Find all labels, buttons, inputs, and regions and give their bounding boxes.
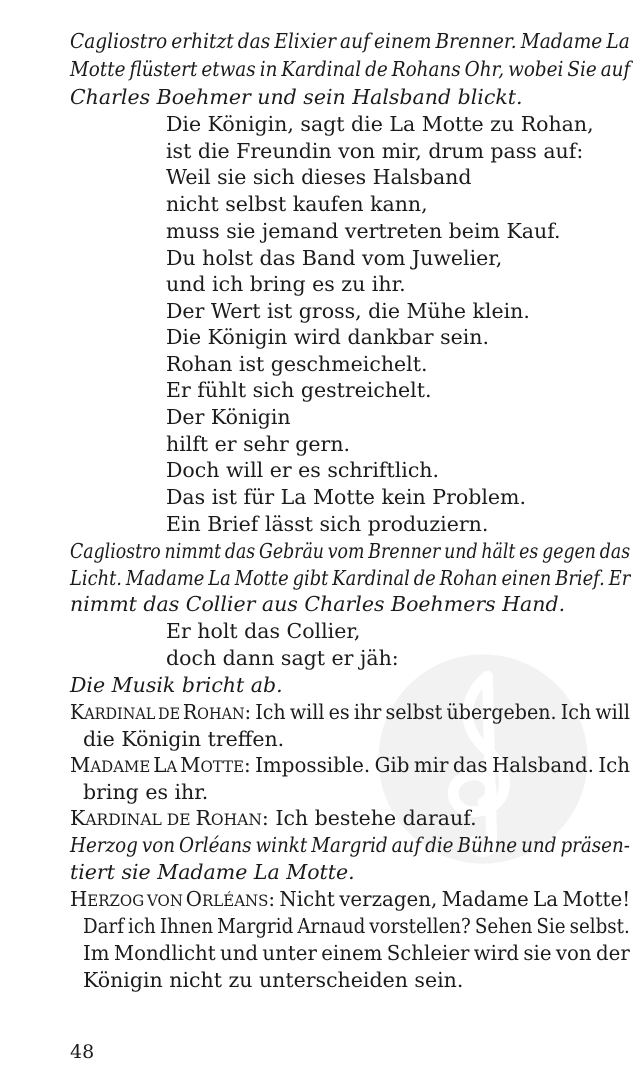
- line-text: ist die Freundin von mir, drum pass auf:: [166, 139, 584, 163]
- lyric-line: [166, 351, 427, 377]
- stage-direction-line: [70, 832, 630, 858]
- stage-direction-line: [70, 538, 630, 564]
- line-text: : Impossible. Gib mir das Halsband. Ich: [244, 753, 631, 777]
- line-text: Charles Boehmer und sein Halsband blickt.: [70, 85, 523, 109]
- line-text: nimmt das Collier aus Charles Boehmers Hand.: [70, 592, 566, 616]
- lyric-line: [166, 404, 291, 430]
- line-text: Herzog von Orléans winkt Margrid auf die Bühne und präsen-: [70, 833, 630, 857]
- speaker-name: MADAME LA MOTTE: [70, 753, 245, 777]
- lyric-line: [166, 484, 526, 510]
- lyric-line: [166, 377, 432, 403]
- lyric-line: [166, 271, 406, 297]
- speaker-name: HERZOG VON ORLÉANS: [70, 887, 269, 911]
- line-text: tiert sie Madame La Motte.: [70, 860, 355, 884]
- stage-direction-line: [70, 565, 630, 591]
- lyric-line: [166, 111, 594, 137]
- line-text: : Nicht verzagen, Madame La Motte!: [268, 887, 631, 911]
- lyric-line: [166, 645, 399, 671]
- dialogue-line: [70, 805, 477, 833]
- line-text: nicht selbst kaufen kann,: [166, 192, 428, 216]
- lyric-line: [166, 431, 350, 457]
- dialogue-line: [70, 699, 630, 727]
- line-text: Der Wert ist gross, die Mühe klein.: [166, 299, 530, 323]
- stage-direction-line: [70, 28, 630, 54]
- stage-direction-line: [70, 672, 283, 698]
- lyric-line: [166, 245, 502, 271]
- lyric-line: [166, 457, 439, 483]
- line-text: Cagliostro erhitzt das Elixier auf einem Brenner. Madame La: [70, 29, 630, 53]
- lyric-line: [166, 511, 488, 537]
- line-text: Motte flüstert etwas in Kardinal de Rohans Ohr, wobei Sie auf: [70, 57, 631, 81]
- speaker-name: KARDINAL DE ROHAN: [70, 700, 245, 724]
- lyric-line: [166, 618, 360, 644]
- lyric-line: [166, 218, 561, 244]
- line-text: Weil sie sich dieses Halsband: [166, 165, 472, 189]
- stage-direction-line: [70, 859, 355, 885]
- dialogue-line: [83, 726, 284, 752]
- line-text: Die Königin wird dankbar sein.: [166, 325, 490, 349]
- line-text: Königin nicht zu unterscheiden sein.: [83, 968, 464, 992]
- line-text: Du holst das Band vom Juwelier,: [166, 246, 503, 270]
- line-text: Rohan ist geschmeichelt.: [166, 352, 428, 376]
- line-text: doch dann sagt er jäh:: [166, 646, 399, 670]
- dialogue-line: [70, 752, 630, 780]
- line-text: Der Königin: [166, 405, 291, 429]
- line-text: Er holt das Collier,: [166, 619, 361, 643]
- line-text: : Ich bestehe darauf.: [261, 806, 477, 830]
- line-text: Die Musik bricht ab.: [70, 673, 283, 697]
- line-text: Die Königin, sagt die La Motte zu Rohan,: [166, 112, 594, 136]
- line-text: hilft er sehr gern.: [166, 432, 351, 456]
- stage-direction-line: [70, 591, 565, 617]
- dialogue-line: [83, 967, 463, 993]
- line-text: Ein Brief lässt sich produziern.: [166, 512, 489, 536]
- dialogue-line: [83, 913, 630, 939]
- lyric-line: [166, 298, 530, 324]
- lyric-line: [166, 164, 472, 190]
- lyric-line: [166, 138, 583, 164]
- speaker-name: KARDINAL DE ROHAN: [70, 806, 262, 830]
- line-text: Doch will er es schriftlich.: [166, 458, 440, 482]
- page-number: 48: [70, 1041, 95, 1063]
- line-text: und ich bring es zu ihr.: [166, 272, 406, 296]
- stage-direction-line: [70, 56, 630, 82]
- line-text: Das ist für La Motte kein Problem.: [166, 485, 526, 509]
- line-text: Licht. Madame La Motte gibt Kardinal de Rohan einen Brief. Er: [70, 566, 631, 590]
- dialogue-line: [83, 940, 630, 966]
- dialogue-line: [70, 886, 630, 914]
- line-text: bring es ihr.: [83, 780, 209, 804]
- lyric-line: [166, 324, 489, 350]
- line-text: Im Mondlicht und unter einem Schleier wird sie von der: [83, 941, 630, 965]
- line-text: die Königin treffen.: [83, 727, 285, 751]
- stage-direction-line: [70, 84, 523, 110]
- lyric-line: [166, 191, 428, 217]
- line-text: : Ich will es ihr selbst übergeben. Ich will: [244, 700, 630, 724]
- dialogue-line: [83, 779, 208, 805]
- line-text: muss sie jemand vertreten beim Kauf.: [166, 219, 561, 243]
- line-text: Er fühlt sich gestreichelt.: [166, 378, 432, 402]
- line-text: Cagliostro nimmt das Gebräu vom Brenner und hält es gegen das: [70, 539, 631, 563]
- line-text: Darf ich Ihnen Margrid Arnaud vorstellen? Sehen Sie selbst.: [83, 914, 630, 938]
